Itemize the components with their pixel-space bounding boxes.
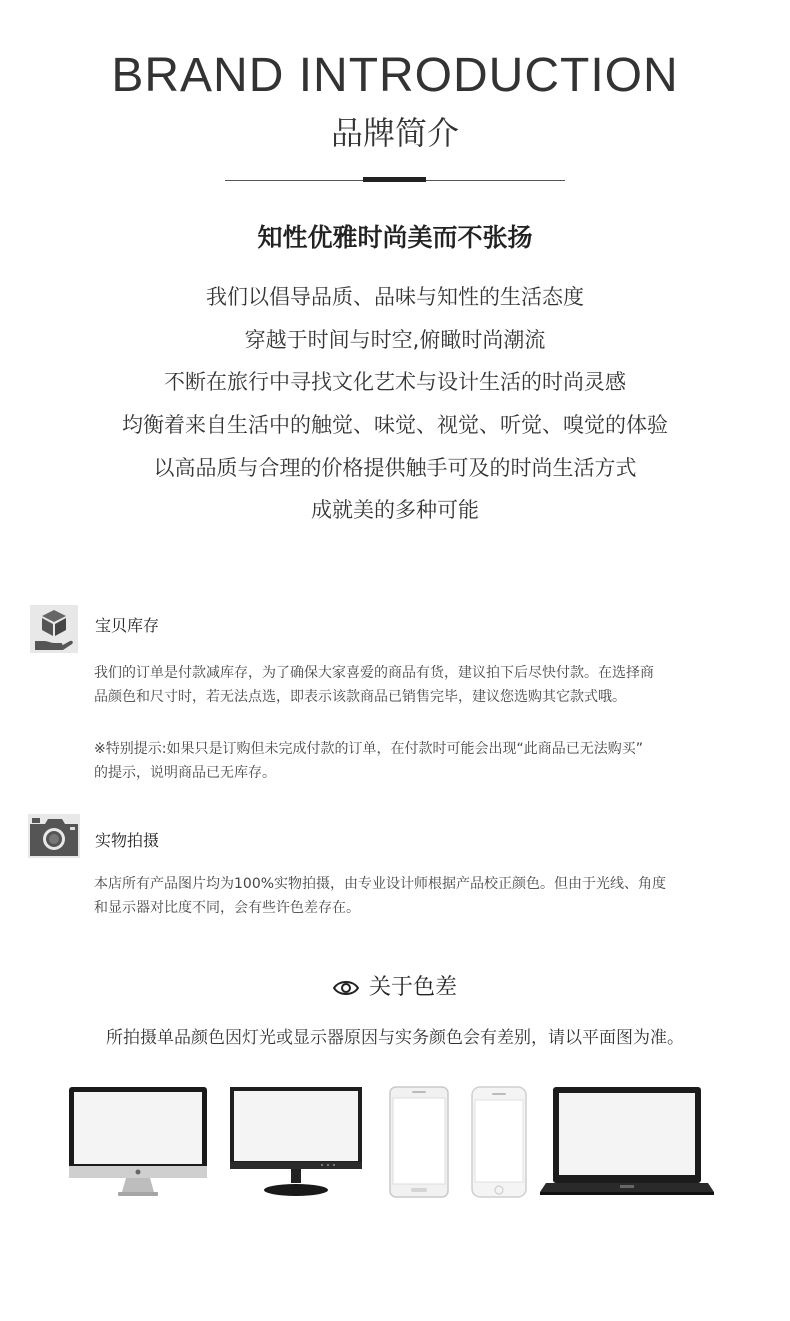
inventory-text-line: 我们的订单是付款减库存，为了确保大家喜爱的商品有货，建议拍下后尽快付款。在选择商 — [94, 665, 654, 681]
imac-illustration — [68, 1086, 208, 1198]
photo-text — [94, 872, 774, 920]
brand-headline: 知性优雅时尚美而不张扬 — [257, 223, 533, 252]
inventory-title: 宝贝库存 — [95, 616, 160, 635]
iphone-illustration — [471, 1086, 527, 1198]
color-diff-heading — [0, 970, 790, 1006]
brand-title-en: BRAND INTRODUCTION — [111, 49, 679, 102]
brand-title-cn: 品牌简介 — [330, 114, 459, 152]
intro-line: 成就美的多种可能 — [311, 498, 479, 523]
photo-title: 实物拍摄 — [95, 831, 160, 850]
intro-line: 均衡着来自生活中的触觉、味觉、视觉、听觉、嗅觉的体验 — [122, 413, 668, 438]
eye-icon — [333, 979, 359, 997]
header-divider-accent — [363, 177, 426, 182]
intro-line: 以高品质与合理的价格提供触手可及的时尚生活方式 — [153, 455, 637, 480]
inventory-notice-line: 的提示，说明商品已无库存。 — [94, 765, 276, 781]
camera-icon — [28, 814, 80, 858]
android-phone-illustration — [389, 1086, 449, 1198]
monitor-illustration — [229, 1086, 363, 1198]
intro-line: 穿越于时间与时空,俯瞰时尚潮流 — [244, 327, 546, 352]
photo-text-line: 本店所有产品图片均为100%实物拍摄，由专业设计师根据产品校正颜色。但由于光线、角度 — [94, 876, 667, 892]
color-diff-description: 所拍摄单品颜色因灯光或显示器原因与实务颜色会有差别，请以平面图为准。 — [106, 1028, 684, 1048]
inventory-notice — [94, 737, 774, 785]
photo-text-line: 和显示器对比度不同，会有些许色差存在。 — [94, 900, 360, 916]
intro-line: 不断在旅行中寻找文化艺术与设计生活的时尚灵感 — [164, 370, 626, 395]
color-diff-title: 关于色差 — [368, 975, 457, 1000]
inventory-text — [94, 661, 774, 709]
laptop-illustration — [540, 1086, 714, 1198]
intro-line: 我们以倡导品质、品味与知性的生活态度 — [206, 285, 584, 309]
brand-intro — [0, 276, 790, 532]
inventory-notice-line: ※特别提示:如果只是订购但未完成付款的订单，在付款时可能会出现“此商品已无法购买” — [94, 741, 643, 757]
inventory-text-line: 品颜色和尺寸时，若无法点选，即表示该款商品已销售完毕，建议您选购其它款式哦。 — [94, 689, 626, 705]
box-in-hand-icon — [30, 605, 78, 653]
